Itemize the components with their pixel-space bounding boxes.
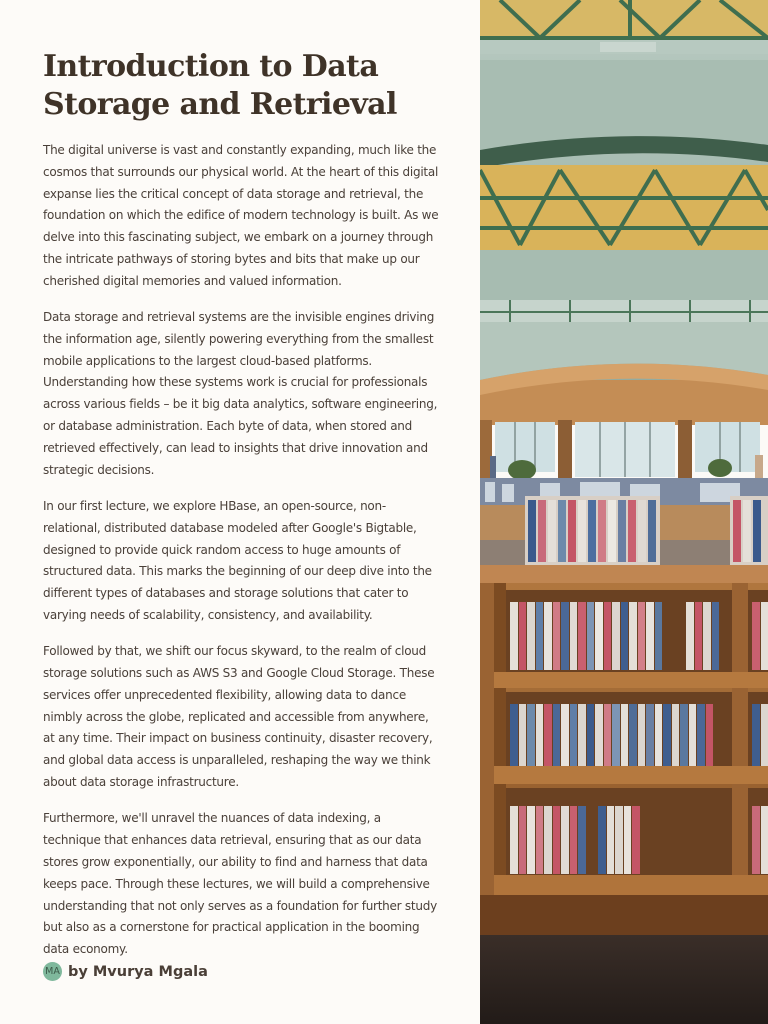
page-title: Introduction to Data Storage and Retrieval: [43, 49, 397, 122]
paragraph: Furthermore, we'll unravel the nuances of data indexing, a technique that enhances data retrieval, ensuring that as our data stores grow exponentially, our ability to find and harness that data keeps pace. Through these lectures, we will build a comprehensive understanding that not only serves as a foundation for further study but also as a cornerstone for practical application in the booming data economy.: [43, 811, 437, 957]
library-image: [480, 0, 768, 1024]
author-name[interactable]: by Mvurya Mgala: [68, 963, 208, 980]
avatar: MA: [43, 962, 62, 981]
paragraph: Followed by that, we shift our focus skyward, to the realm of cloud storage solutions such as AWS S3 and Google Cloud Storage. These services offer unprecedented flexibility, allowing data to dance nimbly across the globe, replicated and accessible from anywhere, at any time. Their impact on business continuity, disaster recovery, and global data access is unparalleled, reshaping the way we think about data storage infrastructure.: [43, 644, 435, 790]
author-byline[interactable]: [43, 962, 208, 981]
paragraph: In our first lecture, we explore HBase, an open-source, non-relational, distributed database modeled after Google's Bigtable, designed to provide quick random access to huge amounts of structured data. This marks the beginning of our deep dive into the different types of databases and storage solutions that cater to varying needs of scalability, consistency, and availability.: [43, 498, 432, 622]
paragraph: Data storage and retrieval systems are the invisible engines driving the information age, silently powering everything from the smallest mobile applications to the largest cloud-based platforms. Understanding how these systems work is crucial for professionals across various fields – be it big data analytics, software engineering, or database administration. Each byte of data, when stored and retrieved effectively, can lead to insights that drive innovation and strategic decisions.: [43, 310, 438, 477]
paragraph: The digital universe is vast and constantly expanding, much like the cosmos that surrounds our physical world. At the heart of this digital expanse lies the critical concept of data storage and retrieval, the foundation on which the edifice of modern technology is built. As we delve into this fascinating subject, we embark on a journey through the intricate pathways of storing bytes and bits that make up our cherished digital memories and valued information.: [43, 143, 439, 288]
library-photo: [480, 0, 768, 1024]
